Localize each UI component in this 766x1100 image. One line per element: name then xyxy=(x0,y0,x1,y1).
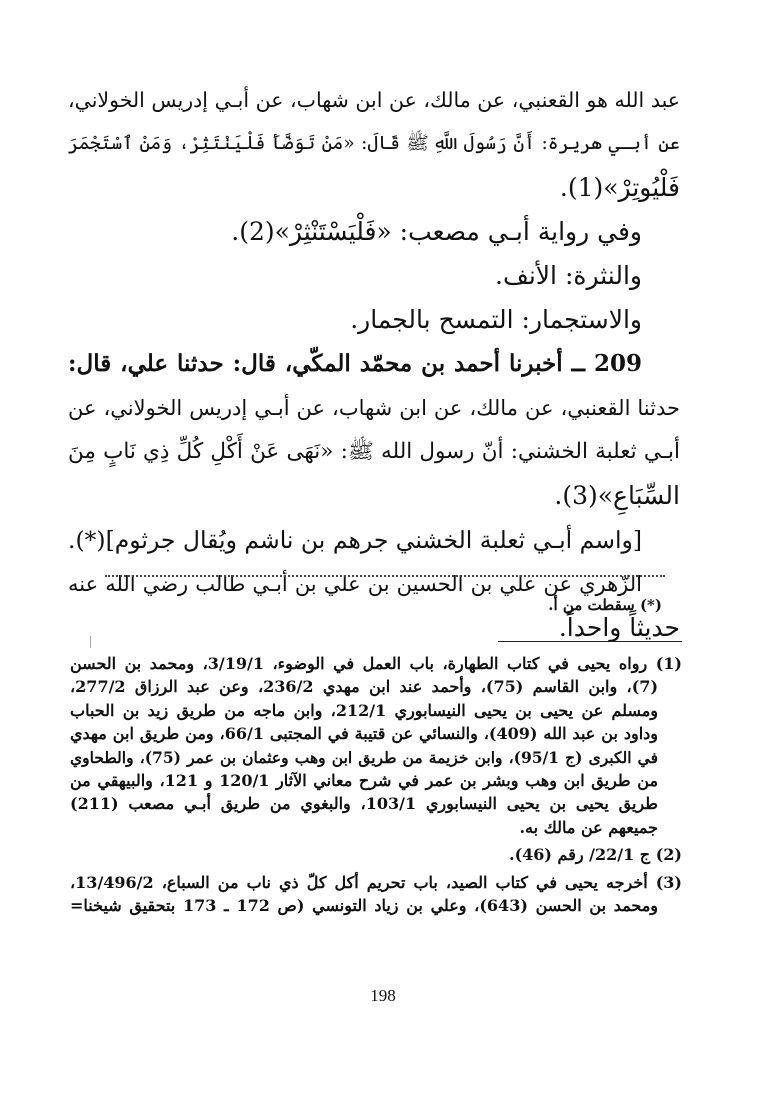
body-line: أبـي ثعلبة الخشني: أنّ رسول الله ﷺ: «نَهَى عَنْ أَكْلِ كُلِّ ذِي نَابٍ مِنَ xyxy=(68,439,680,464)
footnotes xyxy=(70,652,682,917)
footnote-line: في الكبرى (ج 95/1)، وابن خزيمة من طريق ابن وهب وعثمان بن عمر (75)، والطحاوي xyxy=(70,747,658,767)
footnote-line: من طريق ابن وهب وبشر بن عمر في شرح معاني الآثار 120/1 و 121، والبيهقي من xyxy=(70,770,659,790)
footnote-line: (7)، وابن القاسم (75)، وأحمد عند ابن مهدي 236/2، وعن عبد الرزاق 277/2، xyxy=(70,677,659,697)
star-note: (*) سقطت من أ. xyxy=(548,596,662,614)
footnote-rule xyxy=(498,641,682,642)
margin-mark xyxy=(90,636,91,648)
body-line: [واسم أبـي ثعلبة الخشني جرهم بن ناشم ويُقال جرثوم](*). xyxy=(68,526,642,554)
body-line: حديثاً واحداً. xyxy=(558,613,680,642)
footnote-line: ومسلم عن يحيى بن يحيى النيسابوري 212/1، وابن ماجه من طريق زيد بن الحباب xyxy=(70,700,659,720)
body-line: حدثنا القعنبي، عن مالك، عن ابن شهاب، عن أبـي إدريس الخولاني، عن xyxy=(68,396,680,420)
page-number: 198 xyxy=(370,986,396,1005)
footnote-line: ومحمد بن الحسن (643)، وعلي بن زياد التونسي (ص 172 ـ 173 بتحقيق شيخنا= xyxy=(70,895,659,915)
footnote-line: وداود بن عبد الله (409)، والنسائي عن قتيبة في المجتبى 66/1، ومن طريق ابن مهدي xyxy=(70,724,658,744)
footnote-line: (2) ج 22/1/ رقم (46). xyxy=(509,845,682,865)
body-line: فَلْيُوتِرْ»(1). xyxy=(559,173,680,202)
body-line: الزّهري عن علي بن الحسين بن علي بن أبـي طالب رضي الله عنه xyxy=(68,572,642,596)
footnote-line: طريق يحيى بن يحيى النيسابوري 103/1، والبغوي من طريق أبـي مصعب (211) xyxy=(70,794,658,814)
body-line: والنثرة: الأنف. xyxy=(495,261,642,290)
body-line: عبد الله هو القعنبي، عن مالك، عن ابن شهاب، عن أبـي إدريس الخولاني، xyxy=(68,88,680,112)
footnote-line: (3) أخرجه يحيى في كتاب الصيد، باب تحريم أكل كلّ ذي ناب من السباع، 13/496/2، xyxy=(70,872,682,892)
main-text xyxy=(68,78,680,650)
footnote-line: جميعهم عن مالك به. xyxy=(519,817,658,837)
footnote-line: (1) رواه يحيى في كتاب الطهارة، باب العمل في الوضوء، 3/19/1، ومحمد بن الحسن xyxy=(70,654,682,673)
body-line: والاستجمار: التمسح بالجمار. xyxy=(350,305,642,334)
body-line: السِّبَاعِ»(3). xyxy=(554,481,680,510)
body-line: وفي رواية أبـي مصعب: «فَلْيَسْتَنْثِرْ»(2). xyxy=(231,217,642,246)
body-line: عن أبـي هريرة: أَنَّ رَسُولَ اللَّهِ ﷺ قَالَ: «مَنْ تَوَضَّأَ فَلْيَنْتَثِرْ، وَمَنْ ٱسْتَجْمَرَ xyxy=(68,133,680,154)
dotted-separator xyxy=(105,575,665,577)
hadith-number-line: 209 ــ أخبرنا أحمد بن محمّد المكّي، قال: حدثنا علي، قال: xyxy=(68,350,642,377)
